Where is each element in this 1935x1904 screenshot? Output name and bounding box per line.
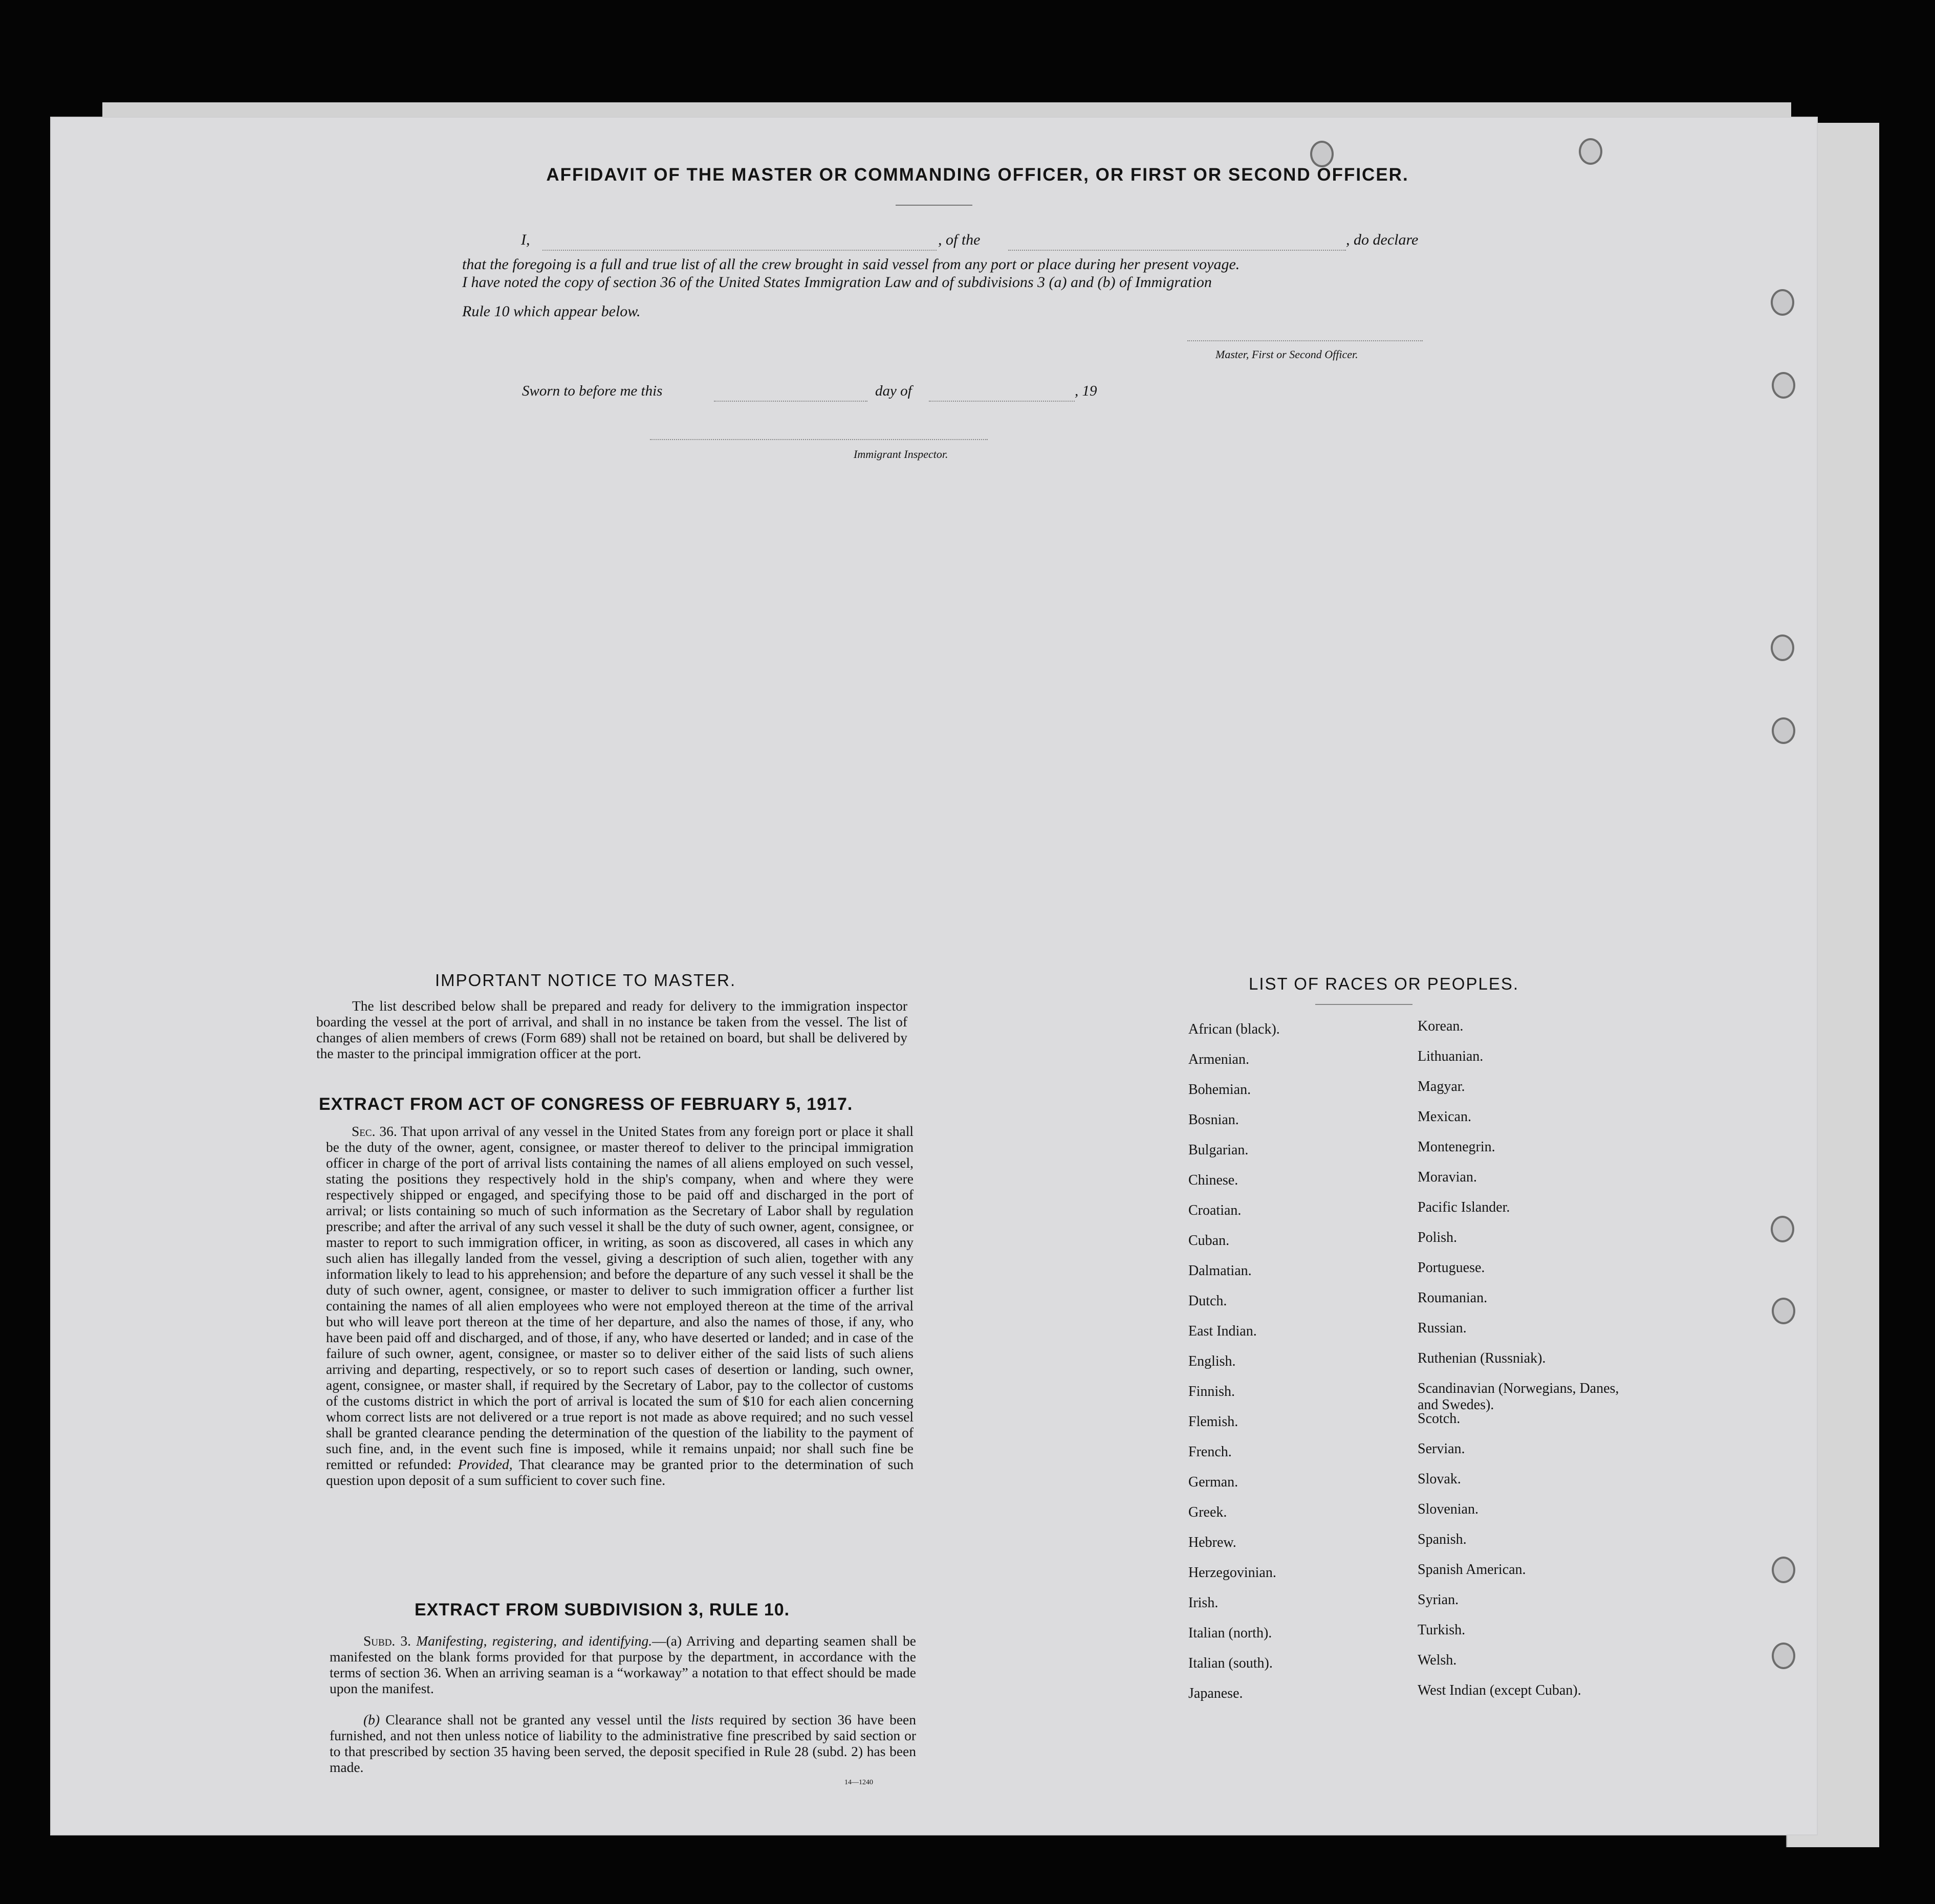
race-item: English. [1188,1353,1236,1369]
race-item: Scotch. [1418,1411,1461,1427]
form-number: 14—1240 [844,1779,873,1786]
race-item: Scandinavian (Norwegians, Danes, and Swedes). [1418,1381,1619,1413]
race-item: Bulgarian. [1188,1142,1249,1158]
race-item: Flemish. [1188,1414,1238,1430]
extract-act-body [326,1123,914,1488]
race-item: Armenian. [1188,1052,1249,1067]
rule-para-b-text-1: Clearance shall not be granted any vessel until the [385,1712,686,1727]
race-item: Cuban. [1188,1233,1230,1249]
punch-hole [1772,1643,1795,1669]
race-item: Chinese. [1188,1172,1238,1188]
rule-para-b [330,1712,916,1775]
races-divider [1315,1004,1412,1005]
provided-word: Provided, [458,1456,513,1472]
races-title: LIST OF RACES OR PEOPLES. [1249,974,1519,993]
lists-word: lists [691,1712,714,1727]
bleed-through-header [307,184,1535,215]
sworn-month-field[interactable] [929,401,1075,402]
race-item: Greek. [1188,1504,1227,1520]
notice-title: IMPORTANT NOTICE TO MASTER. [435,971,736,990]
race-item: Polish. [1418,1230,1458,1245]
race-item: Servian. [1418,1441,1465,1457]
race-item: Spanish. [1418,1531,1467,1547]
affidavit-of-the-label: , of the [938,231,981,248]
rule-para-a-text: —(a) Arriving and departing seamen shall be manifested on the blank forms provided for that purpose by the department, in accordance with the terms of section 36. When an arriving seaman is a “workaway” a notation to that effect should be made upon the manifest. [330,1633,916,1696]
race-item: Turkish. [1418,1622,1466,1638]
inspector-label: Immigrant Inspector. [854,448,948,461]
punch-hole [1771,1216,1794,1242]
punch-hole [1771,634,1794,661]
race-item: Moravian. [1418,1169,1477,1185]
race-item: Roumanian. [1418,1290,1488,1306]
race-item: Portuguese. [1418,1260,1485,1276]
affidavit-rule-line: Rule 10 which appear below. [462,303,641,320]
race-item: Spanish American. [1418,1562,1526,1578]
affidavit-do-declare-label: , do declare [1346,231,1419,248]
vessel-name-field[interactable] [1008,250,1346,251]
race-item: Bohemian. [1188,1082,1251,1098]
race-item: Dalmatian. [1188,1263,1252,1279]
affidavit-title: AFFIDAVIT OF THE MASTER OR COMMANDING OFFICER, OR FIRST OR SECOND OFFICER. [546,165,1409,185]
race-item: Montenegrin. [1418,1139,1495,1155]
para-b-label: (b) [363,1712,380,1727]
punch-hole [1579,138,1602,165]
section-36-label: Sec. 36. [352,1123,397,1139]
race-item: Magyar. [1418,1079,1465,1095]
race-item: Finnish. [1188,1384,1235,1399]
section-36-text: That upon arrival of any vessel in the United States from any foreign port or place it shall be the duty of the owner, agent, consignee, or master thereof to deliver to the principal immigration officer in charge of the port of arrival lists containing the names of all aliens employed on such vessel, stating the positions they respectively hold in the ship's company, when and where they were respectively shipped or engaged, and specifying those to be paid off and discharged in the port of arrival; or lists containing so much of such information as the Secretary of Labor shall by regulation prescribe; and after the arrival of any such vessel it shall be the duty of such owner, agent, consignee, or master to report to such immigration officer, in writing, as soon as discovered, all cases in which any such alien has illegally landed from the vessel, giving a description of such alien, together with any information likely to lead to his apprehension; and before the departure of any such vessel it shall be the duty of such owner, agent, consignee, or master to deliver to such immigration officer a further list containing the names of all alien employees who were not employed thereon at the time of the arrival but who will leave port thereon at the time of her departure, and also the names of those, if any, who have been paid off and discharged, and of those, if any, who have deserted or landed; and in case of the failure of such owner, agent, consignee, or master so to deliver either of the said lists of such aliens arriving and departing, respectively, or so to report such cases of desertion or landing, such owner, agent, consignee, or master shall, if required by the Secretary of Labor, pay to the collector of customs of the customs district in which the port of arrival is located the sum of $10 for each alien concerning whom correct lists are not delivered or a true report is not made as above required; and no such vessel shall be granted clearance pending the determination of the question of the liability to the payment of such fine, and, in the event such fine is imposed, while it remains unpaid; nor shall such fine be remitted or refunded: [326,1123,914,1472]
race-item: Irish. [1188,1595,1219,1611]
race-item: Italian (north). [1188,1625,1272,1641]
race-item: Russian. [1418,1320,1467,1336]
year-label: , 19 [1075,383,1097,399]
race-item: West Indian (except Cuban). [1418,1682,1581,1698]
race-item: French. [1188,1444,1232,1460]
inspector-signature-field[interactable] [650,439,988,440]
notice-body: The list described below shall be prepared and ready for delivery to the immigration inspector boarding the vessel at the port of arrival, and shall in no instance be taken from the vessel. The list of changes of alien members of crews (Form 689) shall not be retained on board, but shall be delivered by the master to the principal immigration officer at the port. [316,998,907,1061]
sworn-label: Sworn to before me this [522,383,663,399]
punch-hole [1310,141,1334,167]
affidavit-i-label: I, [521,231,530,248]
punch-hole [1772,372,1795,399]
race-item: Korean. [1418,1018,1464,1034]
subd-label: Subd. 3. [363,1633,411,1649]
master-signature-field[interactable] [1187,340,1423,341]
race-item: Welsh. [1418,1652,1457,1668]
race-item: Dutch. [1188,1293,1227,1309]
punch-hole [1771,289,1794,316]
declarant-name-field[interactable] [542,250,937,251]
race-item: Hebrew. [1188,1535,1236,1550]
master-signature-label: Master, First or Second Officer. [1215,348,1358,361]
race-item: Herzegovinian. [1188,1565,1276,1581]
rule-para-a [330,1633,916,1696]
extract-act-title: EXTRACT FROM ACT OF CONGRESS OF FEBRUARY 5, 1917. [319,1095,853,1114]
race-item: Pacific Islander. [1418,1199,1510,1215]
punch-hole [1772,717,1795,744]
rule-para-b-text-2: required by section 36 have been furnished, and not then unless notice of liability to the administrative fine prescribed by said section or to that prescribed by section 35 having been served, the deposit specified in Rule 28 (subd. 2) has been made. [330,1712,917,1775]
race-item: East Indian. [1188,1323,1257,1339]
race-item: Mexican. [1418,1109,1471,1125]
race-item: Syrian. [1418,1592,1459,1608]
race-item: Bosnian. [1188,1112,1239,1128]
race-item: Lithuanian. [1418,1048,1484,1064]
extract-rule-title: EXTRACT FROM SUBDIVISION 3, RULE 10. [415,1600,790,1620]
race-item: Italian (south). [1188,1655,1273,1671]
affidavit-noted-line: I have noted the copy of section 36 of the United States Immigration Law and of subdivisions 3 (a) and (b) of Immigration [462,274,1212,291]
race-item: German. [1188,1474,1238,1490]
sworn-day-field[interactable] [714,401,867,402]
punch-hole [1772,1298,1795,1324]
affidavit-declaration-line: that the foregoing is a full and true list of all the crew brought in said vessel from any port or place during her present voyage. [462,256,1240,273]
title-divider [896,205,972,206]
races-column-2 [1418,1018,1633,1713]
section-36-text-end: That clearance may be granted prior to the determination of such question upon deposit of a sum sufficient to cover such fine. [326,1456,914,1488]
race-item: Croatian. [1188,1202,1242,1218]
subd-heading: Manifesting, registering, and identifying. [416,1633,653,1649]
punch-hole [1772,1557,1795,1583]
race-item: Ruthenian (Russniak). [1418,1350,1546,1366]
race-item: Japanese. [1188,1686,1243,1701]
races-column-1 [1188,1021,1403,1716]
day-of-label: day of [875,383,912,399]
race-item: Slovak. [1418,1471,1461,1487]
race-item: Slovenian. [1418,1501,1479,1517]
race-item: African (black). [1188,1021,1280,1037]
